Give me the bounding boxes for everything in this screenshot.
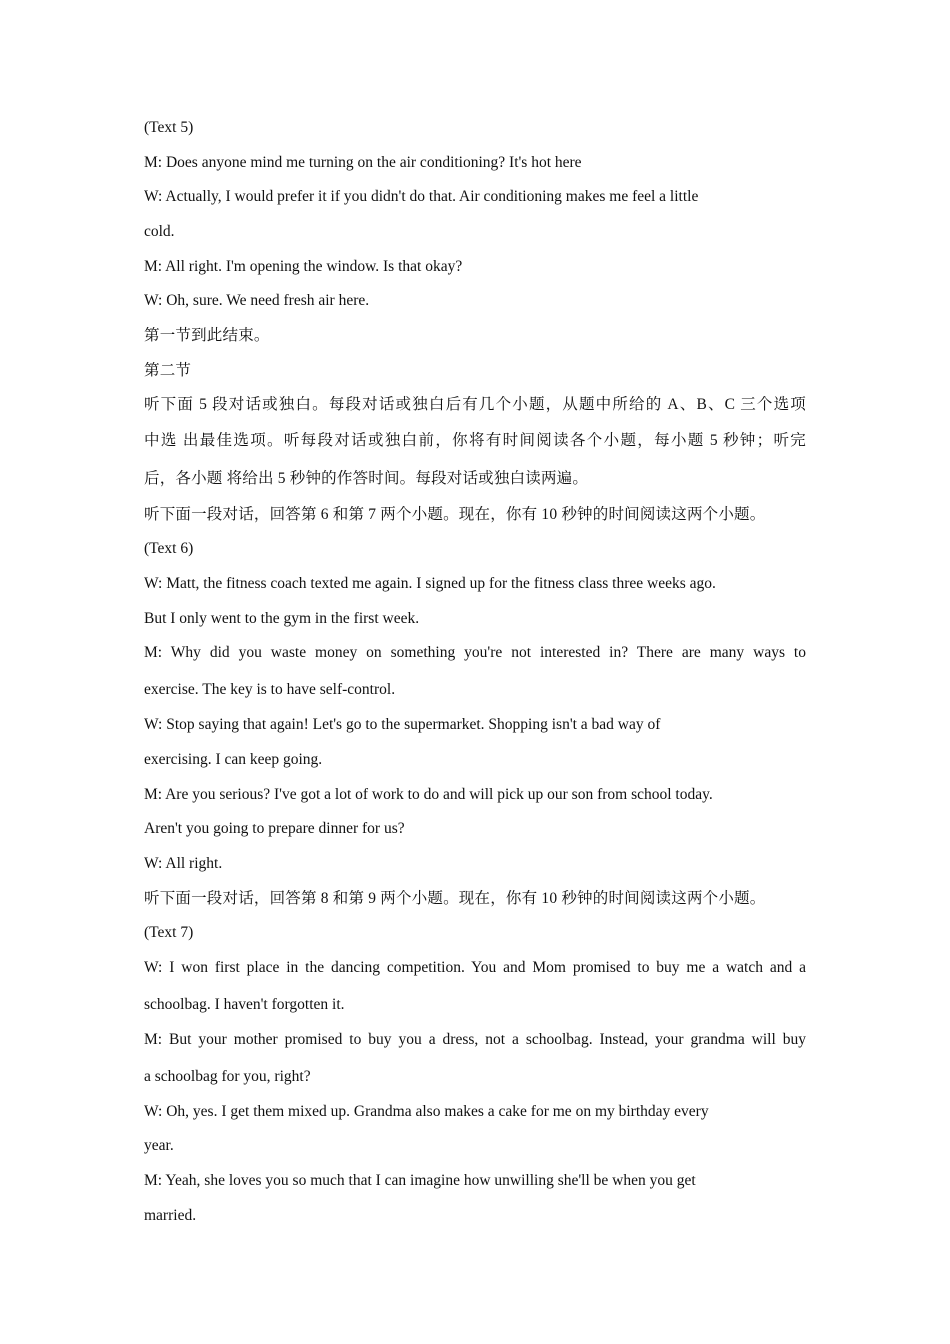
text7-line: W: I won first place in the dancing competition. You and Mom promised to buy me a watch and a [144,959,806,976]
text5-line: W: Actually, I would prefer it if you didn't do that. Air conditioning makes me feel a little [144,188,699,205]
text6-line: exercise. The key is to have self-control. [144,681,396,698]
text7-line: married. [144,1207,197,1224]
text6-header: (Text 6) [144,540,194,557]
text7-line: schoolbag. I haven't forgotten it. [144,996,345,1013]
text5-line: W: Oh, sure. We need fresh air here. [144,292,370,309]
section-end-note: 第一节到此结束。 [144,327,270,344]
section2-instructions-line: 后，各小题 将给出 5 秒钟的作答时间。每段对话或独白读两遍。 [144,470,589,487]
text5-line: cold. [144,223,175,240]
section2-title: 第二节 [144,362,192,379]
section2-instructions-line: 中选 出最佳选项。听每段对话或独白前，你将有时间阅读各个小题，每小题 5 秒钟；听完 [144,432,806,449]
text7-line: year. [144,1137,174,1154]
text7-line: W: Oh, yes. I get them mixed up. Grandma also makes a cake for me on my birthday every [144,1103,709,1120]
section2-instructions-line: 听下面 5 段对话或独白。每段对话或独白后有几个小题，从题中所给的 A、B、C 三个选项 [144,396,806,413]
text6-line: Aren't you going to prepare dinner for us? [144,820,405,837]
text5-line: M: All right. I'm opening the window. Is that okay? [144,258,463,275]
text7-line: a schoolbag for you, right? [144,1068,311,1085]
text6-line: M: Are you serious? I've got a lot of work to do and will pick up our son from school today. [144,786,713,803]
text7-line: M: But your mother promised to buy you a dress, not a schoolbag. Instead, your grandma will buy [144,1031,806,1048]
text6-line: W: Stop saying that again! Let's go to the supermarket. Shopping isn't a bad way of [144,716,661,733]
text5-header: (Text 5) [144,119,194,136]
text6-line: W: Matt, the fitness coach texted me again. I signed up for the fitness class three weeks ago. [144,575,716,592]
prompt-questions-6-7: 听下面一段对话，回答第 6 和第 7 两个小题。现在，你有 10 秒钟的时间阅读这两个小题。 [144,506,766,523]
text7-header: (Text 7) [144,924,194,941]
text6-line: M: Why did you waste money on something you're not interested in? There are many ways to [144,644,806,661]
text7-line: M: Yeah, she loves you so much that I can imagine how unwilling she'll be when you get [144,1172,696,1189]
text6-line: W: All right. [144,855,223,872]
prompt-questions-8-9: 听下面一段对话，回答第 8 和第 9 两个小题。现在，你有 10 秒钟的时间阅读这两个小题。 [144,890,766,907]
text5-line: M: Does anyone mind me turning on the air conditioning? It's hot here [144,154,582,171]
text6-line: But I only went to the gym in the first week. [144,610,420,627]
text6-line: exercising. I can keep going. [144,751,323,768]
